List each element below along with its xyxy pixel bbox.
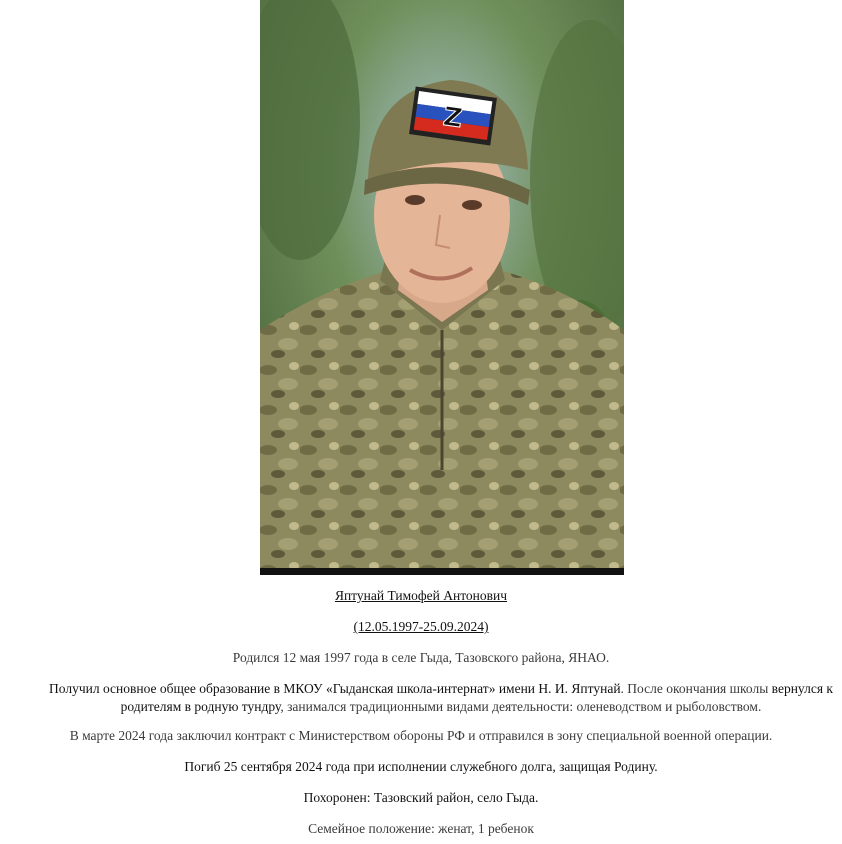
education-paragraph <box>40 680 842 716</box>
birth-info: Родился 12 мая 1997 года в селе Гыда, Тазовского района, ЯНАО. <box>232 650 610 665</box>
education-text-3: вернулся к родителям в родную тундру <box>120 681 833 714</box>
family-status: Семейное положение: женат, 1 ребенок <box>308 821 534 836</box>
death-info: Погиб 25 сентября 2024 года при исполнении служебного долга, защищая Родину. <box>184 759 658 774</box>
education-text-4: , занимался традиционными видами деятельности: оленеводством и рыболовством. <box>280 699 762 714</box>
life-dates: (12.05.1997-25.09.2024) <box>353 619 489 634</box>
person-name: Яптунай Тимофей Антонович <box>334 588 508 603</box>
photo-frame-bar <box>260 568 624 575</box>
portrait-photo <box>260 0 624 575</box>
burial-info: Похоронен: Тазовский район, село Гыда. <box>303 790 539 805</box>
education-text-1: Получил основное общее образование в МКОУ «Гыданская школа-интернат» имени Н. И. Яптунай <box>49 681 621 696</box>
patch-letter: Z <box>441 101 465 135</box>
contract-info: В марте 2024 года заключил контракт с Министерством обороны РФ и отправился в зону специальной военной операции. <box>69 728 773 743</box>
education-text-2: . После окончания школы <box>620 681 769 696</box>
